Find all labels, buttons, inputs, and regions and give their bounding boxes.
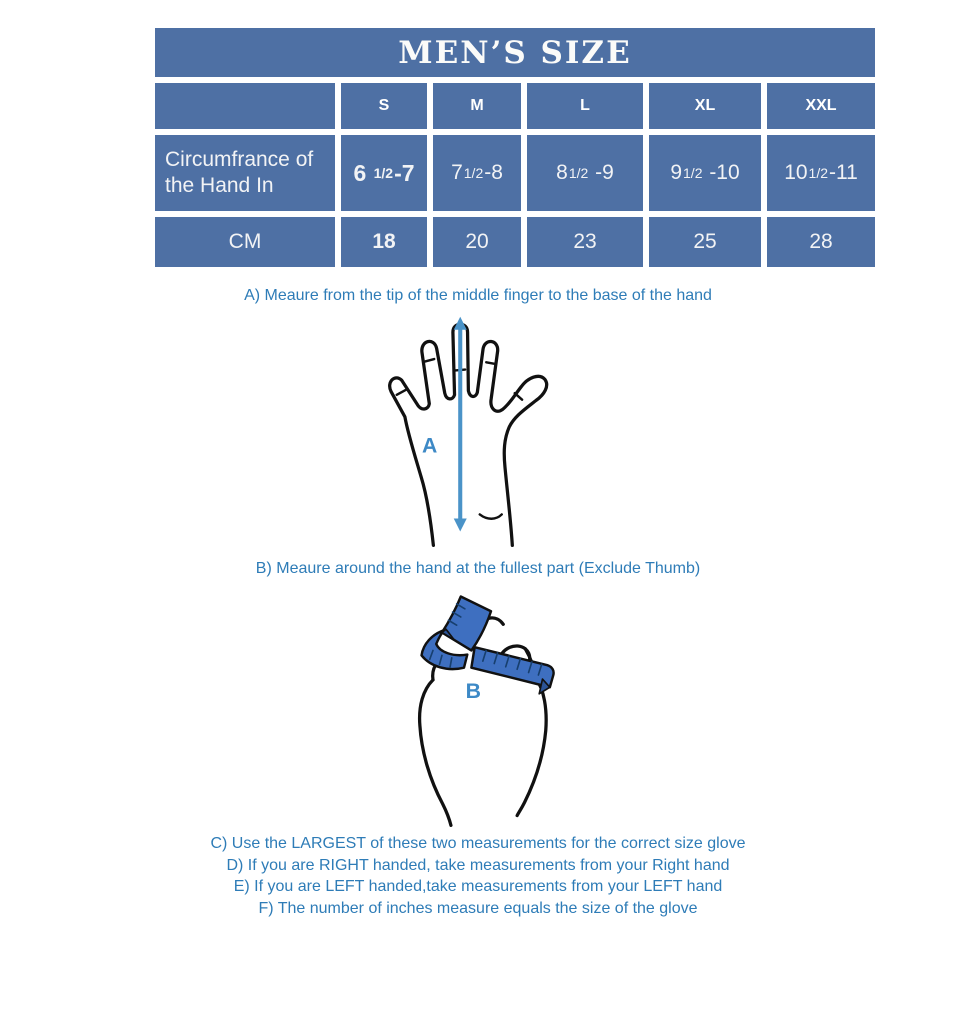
value-rest: -9 [589,161,614,184]
value-fraction: 1/2 [808,165,829,181]
col-header-m: M [433,83,521,129]
cm-value-m: 20 [433,217,521,267]
value-rest: -11 [829,161,858,184]
col-header-s: S [341,83,427,129]
table-title: MEN’S SIZE [155,28,875,77]
value-whole: 7 [451,161,463,184]
open-hand-illustration [382,311,558,547]
row-label-inches: Circumfrance of the Hand In [155,135,335,211]
value-whole: 10 [784,161,808,184]
corner-cell [155,83,335,129]
inches-value-l [527,135,643,211]
value-whole: 6 [353,159,373,186]
fist-illustration [392,590,572,827]
col-header-l: L [527,83,643,129]
value-fraction: 1/2 [683,165,703,181]
measuring-tape [422,597,554,694]
value-whole: 8 [556,161,568,184]
inches-value-m [433,135,521,211]
instruction-a: A) Meaure from the tip of the middle finger to the base of the hand [244,287,712,304]
cm-value-xxl: 28 [767,217,875,267]
value-rest: -7 [394,159,415,186]
instruction-e: E) If you are LEFT handed,take measurements from your LEFT hand [233,878,723,895]
value-whole: 9 [670,161,683,184]
row-label-cm: CM [155,217,335,267]
value-rest: -8 [484,161,503,184]
value-rest: -10 [703,161,740,184]
col-header-xxl: XXL [767,83,875,129]
instruction-f: F) The number of inches measure equals the size of the glove [258,899,698,917]
instruction-c: C) Use the LARGEST of these two measurements for the correct size glove [210,835,746,852]
value-fraction: 1/2 [463,165,484,181]
hand-outline [390,324,547,545]
instructions-c-f [0,833,956,919]
mens-size-table [155,28,875,267]
inches-value-xl [649,135,761,211]
marker-b-label: B [465,678,481,703]
value-fraction: 1/2 [373,165,394,181]
cm-value-s: 18 [341,217,427,267]
inches-value-xxl [767,135,875,211]
cm-value-xl: 25 [649,217,761,267]
instruction-b: B) Meaure around the hand at the fullest part (Exclude Thumb) [255,560,701,577]
col-header-xl: XL [649,83,761,129]
marker-a-label: A [421,434,438,458]
instruction-d: D) If you are RIGHT handed, take measurements from your Right hand [226,856,730,874]
cm-value-l: 23 [527,217,643,267]
inches-value-s [341,135,427,211]
value-fraction: 1/2 [568,165,589,181]
